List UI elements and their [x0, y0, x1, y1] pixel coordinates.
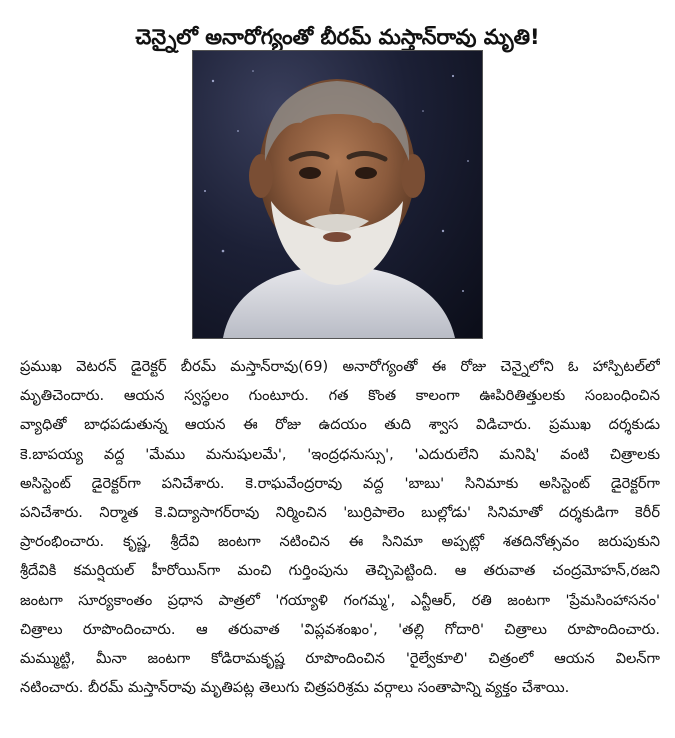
article-line: మమ్ముట్టి, మీనా జంటగా కోడిరామకృష్ణ రూపొందించిన 'రైల్వేకూలి' చిత్రంలో ఆయన విలన్‌గా — [20, 650, 660, 668]
article-line: శ్రీదేవికి కమర్షియల్ హీరోయిన్‌గా మంచి గుర్తింపును తెచ్చిపెట్టింది. ఆ తరువాత చంద్రమోహన్,రజని — [20, 562, 660, 580]
article-line: మృతిచెందారు. ఆయన స్వస్థలం గుంటూరు. గత కొంత కాలంగా ఊపిరితిత్తులకు సంబంధించిన — [20, 387, 660, 405]
article-line: పనిచేశారు. నిర్మాత కె.విద్యాసాగర్‌రావు నిర్మించిన 'బుర్రిపాలెం బుల్లోడు' సినిమాతో దర్శకుడిగా కెరీర్ — [20, 504, 660, 522]
article-line: జంటగా సూర్యకాంతం ప్రధాన పాత్రలో 'గయ్యాళి గంగమ్మ', ఎన్టీఆర్, రతి జంటగా 'ప్రేమసింహాసనం' — [20, 591, 660, 609]
article-line: నటించారు. బీరమ్ మస్తాన్‌రావు మృతిపట్ల తెలుగు చిత్రపరిశ్రమ వర్గాలు సంతాపాన్ని వ్యక్తం చేశాయి. — [20, 679, 570, 697]
article-line: ప్రారంభించారు. కృష్ణ, శ్రీదేవి జంటగా నటించిన ఈ సినిమా అప్పట్లో శతదినోత్సవం జరుపుకుని — [20, 533, 660, 551]
headline: చెన్నైలో అనారోగ్యంతో బీరమ్ మస్తాన్‌రావు మృతి! — [135, 25, 540, 50]
article-line: ప్రముఖ వెటరన్ డైరెక్టర్ బీరమ్ మస్తాన్‌రావు(69) అనారోగ్యంతో ఈ రోజు చెన్నైలోని ఓ హాస్పిటల్‌లో — [20, 358, 660, 375]
portrait-illustration — [193, 51, 482, 338]
article-line: అసిస్టెంట్ డైరెక్టర్‌గా పనిచేశారు. కె.రాఘవేంద్రరావు వద్ద 'బాబు' సినిమాకు అసిస్టెంట్ డైరెక్టర్‌గా — [20, 474, 660, 492]
article-line: చిత్రాలు రూపొందించారు. ఆ తరువాత 'విప్లవశంఖం', 'తల్లి గోదారి' చిత్రాలు రూపొందించారు. — [20, 620, 660, 638]
article-line: వ్యాధితో బాధపడుతున్న ఆయన ఈ రోజు ఉదయం తుది శ్వాస విడిచారు. ప్రముఖ దర్శకుడు — [20, 416, 660, 434]
portrait-photo — [192, 50, 483, 339]
article-body — [20, 352, 660, 702]
article-line: కె.బాపయ్య వద్ద 'మేము మనుషులమే', 'ఇంద్రధనుస్సు', 'ఎదురులేని మనిషి' వంటి చిత్రాలకు — [20, 445, 660, 463]
